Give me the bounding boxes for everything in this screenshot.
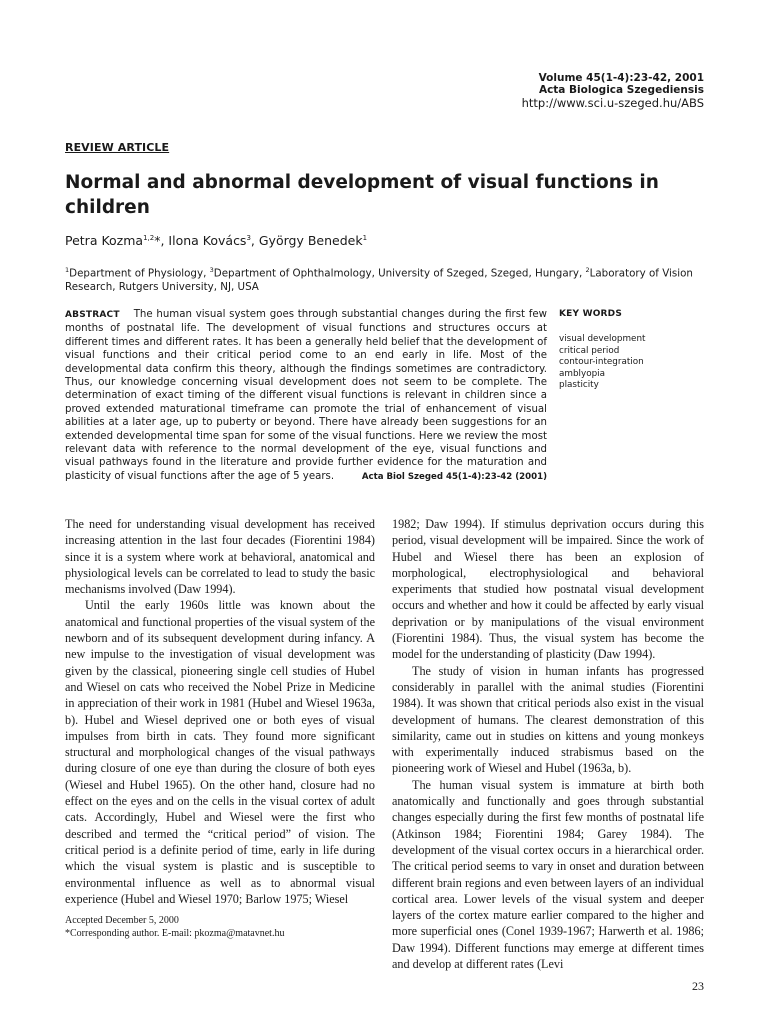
author-list [65,233,367,248]
author-affiliation-mark: 3 [246,233,251,242]
abstract-citation: Acta Biol Szeged 45(1-4):23-42 (2001) [361,471,547,482]
footnotes [65,915,284,940]
affiliation-text: Department of Physiology, [69,267,210,280]
affiliation-mark: 3 [209,266,214,274]
affiliation-mark: 1 [65,266,70,274]
author-separator: , [250,233,259,248]
affiliation-text: Department of Ophthalmology, University of Szeged, Szeged, Hungary, [213,267,586,280]
journal-url[interactable]: http://www.sci.u-szeged.hu/ABS [521,96,704,110]
article-title: Normal and abnormal development of visual functions in children [65,172,659,218]
body-paragraph: The need for understanding visual development has received increasing attention in the last four decades (Fiorentini 1984) since it is a system where work at behavioral, anatomical and physiological levels can be correlated to lead to study the basic mechanisms involved (Daw 1994). [65,517,375,597]
body-paragraph: The human visual system is immature at birth both anatomically and functionally and goes through substantial changes especially during the first few months of postnatal life (Atkinson 1984; Fiorentini 1984; Garey 1984). The development of the visual cortex occurs in a hierarchical order. The critical period seems to vary in onset and duration between different brain regions and even between layers of an individual cortical area. Lower levels of the visual system and deeper layers of the cortex mature earlier compared to the higher and more superficial ones (Conel 1939-1967; Harwerth et al. 1986; Daw 1994). Different functions may emerge at different times and develop at different rates (Levi [392,777,704,972]
keyword-item: plasticity [559,380,599,391]
affiliation-text: Laboratory of Vision Research, Rutgers University, NJ, USA [65,267,693,293]
abstract-label: ABSTRACT [65,310,120,320]
keyword-item: contour-integration [559,357,644,368]
body-paragraph: Until the early 1960s little was known about the anatomical and functional properties of the visual system of the newborn and of its subsequent development during infancy. A new impulse to the investigation of visual development was given by the classical, pioneering single cell studies of Hubel and Wiesel on cats who received the Nobel Prize in Medicine in appreciation of their work in 1981 (Hubel and Wiesel 1963a, b). Hubel and Wiesel deprived one or both eyes of visual impulses from birth in cats. They found more significant structural and morphological changes of the visual pathways during closure of one eye than during the closure of both eyes (Wiesel and Hubel 1965). On the other hand, closure had no effect on the eyes and on the cells in the visual cortex of adult cats. Accordingly, Hubel and Wiesel were the first who described and termed the “critical period” of vision. The critical period is a definite period of time, early in life during which the visual system is plastic and is susceptible to environmental influence as well as to abnormal visual experience (Hubel and Wiesel 1970; Barlow 1975; Wiesel [65,598,375,906]
affiliations [65,264,705,294]
author-name: Petra Kozma [65,233,144,248]
body-column-left [65,516,375,907]
author-name: Ilona Kovács [168,233,247,248]
abstract [65,308,547,484]
journal-name: Acta Biologica Szegediensis [538,84,704,96]
page-number: 23 [692,979,704,993]
article-type: REVIEW ARTICLE [65,141,170,154]
author-separator: *, [154,233,169,248]
keyword-item: visual development [559,334,646,344]
corresponding-author: *Corresponding author. E-mail: pkozma@matavnet.hu [65,927,285,939]
accepted-date: Accepted December 5, 2000 [65,915,179,926]
affiliation-mark: 2 [585,266,590,274]
keyword-item: amblyopia [559,368,605,379]
keyword-item: critical period [559,345,620,356]
body-column-right [392,516,704,972]
keywords-heading: KEY WORDS [559,309,623,319]
author-name: György Benedek [258,233,363,248]
body-paragraph: The study of vision in human infants has progressed considerably in parallel with the animal studies (Fiorentini 1984). It was shown that critical periods also exist in the visual development of humans. The clearest demonstration of this similarity, came out in studies on kittens and young monkeys with experimentally induced strabismus based on the pioneering work of Wiesel and Hubel (1963a, b). [392,663,704,776]
author-affiliation-mark: 1 [362,233,368,242]
body-paragraph: 1982; Daw 1994). If stimulus deprivation occurs during this period, visual development will be impaired. Since the work of Hubel and Wiesel there has been an explosion of morphological, electrophysiological and behavioral experiments that studied how postnatal visual development occurs and whether and how it could be affected by early visual deprivation or by manipulations of the visual environment (Fiorentini 1984). Thus, the visual system has become the model for the understanding of plasticity (Daw 1994). [392,517,704,662]
author-affiliation-mark: 1,2 [143,233,155,242]
journal-header [522,72,704,110]
abstract-text: The human visual system goes through substantial changes during the first few months of postnatal life. The development of visual functions and structures occurs at different times and different rates. It has been a generally held belief that the development of visual functions and their critical period come to an end early in life. Most of the developmental data confirm this theory, although the findings sometimes are contradictory. Thus, our knowledge concerning visual development does not seem to be complete. The determination of exact timing of the different visual functions is relevant in children since a proved extended maturational timeframe can promote the trial of enhancement of visual abilities at a later age, up to puberty or beyond. There have already been suggestions for an extended developmental time span for some of the visual functions. Here we review the most relevant data with reference to the normal development of the eye, visual functions and visual pathways found in the literature and provide further evidence for the maturation and plasticity of visual functions after the age of 5 years. [65,309,547,482]
keywords-list [559,334,645,392]
volume-info: Volume 45(1-4):23-42, 2001 [538,72,704,84]
